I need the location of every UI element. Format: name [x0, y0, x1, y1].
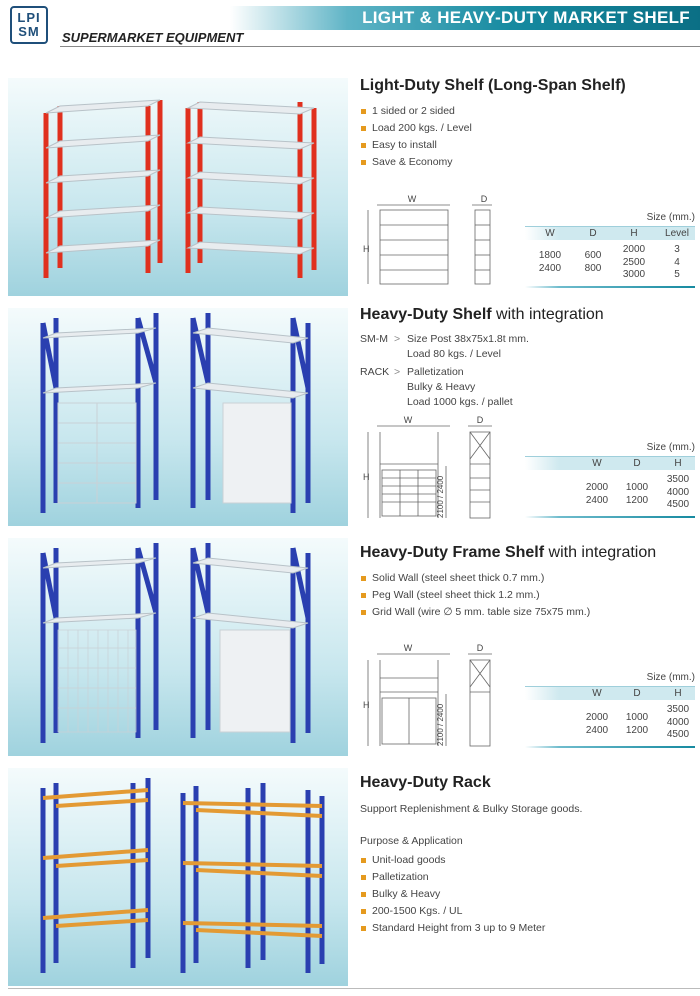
size-value: 800: [584, 262, 602, 274]
size-column-h: [623, 244, 645, 282]
size-column-w: [539, 250, 561, 275]
header-cell: W: [592, 458, 602, 469]
header-cell: H: [674, 458, 682, 469]
size-value: 1200: [625, 724, 649, 736]
size-value: 2000: [622, 244, 646, 255]
size-value: 5: [674, 269, 680, 280]
size-header-row: [525, 456, 695, 470]
spec-rack: [360, 366, 464, 378]
spec-line: Size Post 38x75x1.8t mm.: [407, 333, 529, 345]
logo-top-text: LPI: [17, 10, 41, 25]
purpose-label: Purpose & Application: [360, 835, 463, 847]
size-table-rule: [525, 286, 695, 288]
size-value: 4000: [666, 716, 690, 728]
size-value: 2000: [585, 482, 609, 493]
light-duty-title: Light-Duty Shelf (Long-Span Shelf): [360, 77, 626, 94]
size-caption: Size (mm.): [646, 672, 695, 683]
size-value: 1200: [625, 494, 649, 506]
header-cell: W: [592, 688, 602, 699]
height-label: H: [363, 244, 370, 254]
height-label: H: [363, 700, 370, 710]
height-dimension-label: 2100 / 2400: [436, 703, 445, 746]
spec-label: SM-M: [360, 333, 388, 345]
size-column-h: [667, 704, 689, 742]
spec-line: Palletization: [407, 366, 464, 378]
frame-shelf-size-table: [525, 672, 695, 752]
footer-divider: [8, 988, 700, 989]
logo-bottom-text: SM: [18, 24, 40, 39]
light-duty-shelf-illustration: [8, 78, 348, 296]
chevron-right-icon: >: [394, 366, 401, 378]
spec-label: RACK: [360, 366, 390, 378]
size-value: 1800: [538, 250, 562, 261]
rack-description: Support Replenishment & Bulky Storage goods.: [360, 803, 583, 815]
width-label: W: [403, 415, 413, 425]
size-table-rule: [525, 746, 695, 748]
heavy-duty-shelf-dimension-drawing: [360, 414, 510, 524]
header-divider: [60, 46, 700, 47]
page-header: [0, 0, 700, 56]
frame-shelf-features: [360, 570, 590, 621]
rack-applications: [360, 852, 545, 937]
section-title-suffix: with integration: [496, 306, 604, 323]
size-header-row: [525, 226, 695, 240]
light-duty-size-table: [525, 212, 695, 292]
frame-shelf-illustration: [8, 538, 348, 756]
size-column-w: [586, 482, 608, 507]
light-duty-features: [360, 103, 472, 171]
depth-label: D: [476, 415, 484, 425]
light-duty-dimension-drawing: [360, 195, 510, 290]
spec-line: Load 80 kgs. / Level: [407, 348, 501, 360]
application-item: Palletization: [360, 869, 545, 886]
rack-illustration: [8, 768, 348, 986]
feature-item: Solid Wall (steel sheet thick 0.7 mm.): [360, 570, 590, 587]
heavy-duty-shelf-title: [360, 306, 604, 324]
size-value: 2400: [538, 262, 562, 274]
rack-photo: [8, 768, 348, 986]
feature-item: 1 sided or 2 sided: [360, 103, 472, 120]
company-logo: [10, 6, 48, 44]
size-column-w: [586, 712, 608, 737]
size-value: 3500: [666, 704, 690, 715]
section-title-text: Heavy-Duty Shelf: [360, 306, 492, 323]
height-dimension-label: 2100 / 2400: [436, 475, 445, 518]
size-value: 4000: [666, 486, 690, 498]
header-cell: H: [630, 228, 638, 239]
header-cell: W: [545, 228, 555, 239]
size-value: 1000: [625, 712, 649, 723]
size-value: 2400: [585, 724, 609, 736]
size-value: 2500: [622, 256, 646, 268]
size-column-d: [626, 712, 648, 737]
application-item: 200-1500 Kgs. / UL: [360, 903, 545, 920]
spec-sm-m: [360, 333, 529, 345]
heavy-duty-shelf-size-table: [525, 442, 695, 522]
application-item: Unit-load goods: [360, 852, 545, 869]
header-cell: H: [674, 688, 682, 699]
frame-shelf-photo: [8, 538, 348, 756]
size-table-rule: [525, 516, 695, 518]
application-item: Bulky & Heavy: [360, 886, 545, 903]
size-header-row: [525, 686, 695, 700]
feature-item: Load 200 kgs. / Level: [360, 120, 472, 137]
heavy-duty-shelf-illustration: [8, 308, 348, 526]
rack-title: Heavy-Duty Rack: [360, 774, 491, 791]
header-cell: D: [633, 458, 641, 469]
size-column-level: [674, 244, 680, 282]
width-label: W: [407, 195, 417, 204]
feature-item: Grid Wall (wire ∅ 5 mm. table size 75x75 mm.): [360, 604, 590, 621]
light-duty-shelf-photo: [8, 78, 348, 296]
size-caption: Size (mm.): [646, 212, 695, 223]
page-title: LIGHT & HEAVY-DUTY MARKET SHELF: [362, 8, 690, 27]
feature-item: Save & Economy: [360, 154, 472, 171]
height-label: H: [363, 472, 370, 482]
size-column-d: [626, 482, 648, 507]
heavy-duty-shelf-photo: [8, 308, 348, 526]
size-value: 1000: [625, 482, 649, 493]
width-label: W: [403, 643, 413, 653]
size-value: 4500: [666, 729, 690, 740]
section-title-suffix: with integration: [548, 544, 657, 561]
feature-item: Easy to install: [360, 137, 472, 154]
title-bar: [230, 6, 700, 30]
page-subtitle: SUPERMARKET EQUIPMENT: [62, 30, 244, 45]
size-value: 2400: [585, 494, 609, 506]
frame-shelf-title: [360, 544, 656, 562]
size-value: 4: [674, 256, 680, 268]
feature-item: Peg Wall (steel sheet thick 1.2 mm.): [360, 587, 590, 604]
spec-line: Bulky & Heavy: [407, 381, 476, 393]
size-value: 3000: [622, 269, 646, 280]
size-value: 4500: [666, 499, 690, 510]
chevron-right-icon: >: [394, 333, 401, 345]
size-column-d: [585, 250, 602, 275]
header-cell: D: [589, 228, 597, 239]
size-value: 3500: [666, 474, 690, 485]
section-title-text: Heavy-Duty Frame Shelf: [360, 544, 545, 561]
header-cell: D: [633, 688, 641, 699]
spec-line: Load 1000 kgs. / pallet: [407, 396, 513, 408]
size-value: 600: [584, 250, 602, 261]
frame-shelf-dimension-drawing: [360, 642, 510, 752]
size-value: 2000: [585, 712, 609, 723]
depth-label: D: [480, 195, 488, 204]
header-cell: Level: [665, 228, 689, 239]
depth-label: D: [476, 643, 484, 653]
size-column-h: [667, 474, 689, 512]
application-item: Standard Height from 3 up to 9 Meter: [360, 920, 545, 937]
size-value: 3: [674, 244, 680, 255]
size-caption: Size (mm.): [646, 442, 695, 453]
